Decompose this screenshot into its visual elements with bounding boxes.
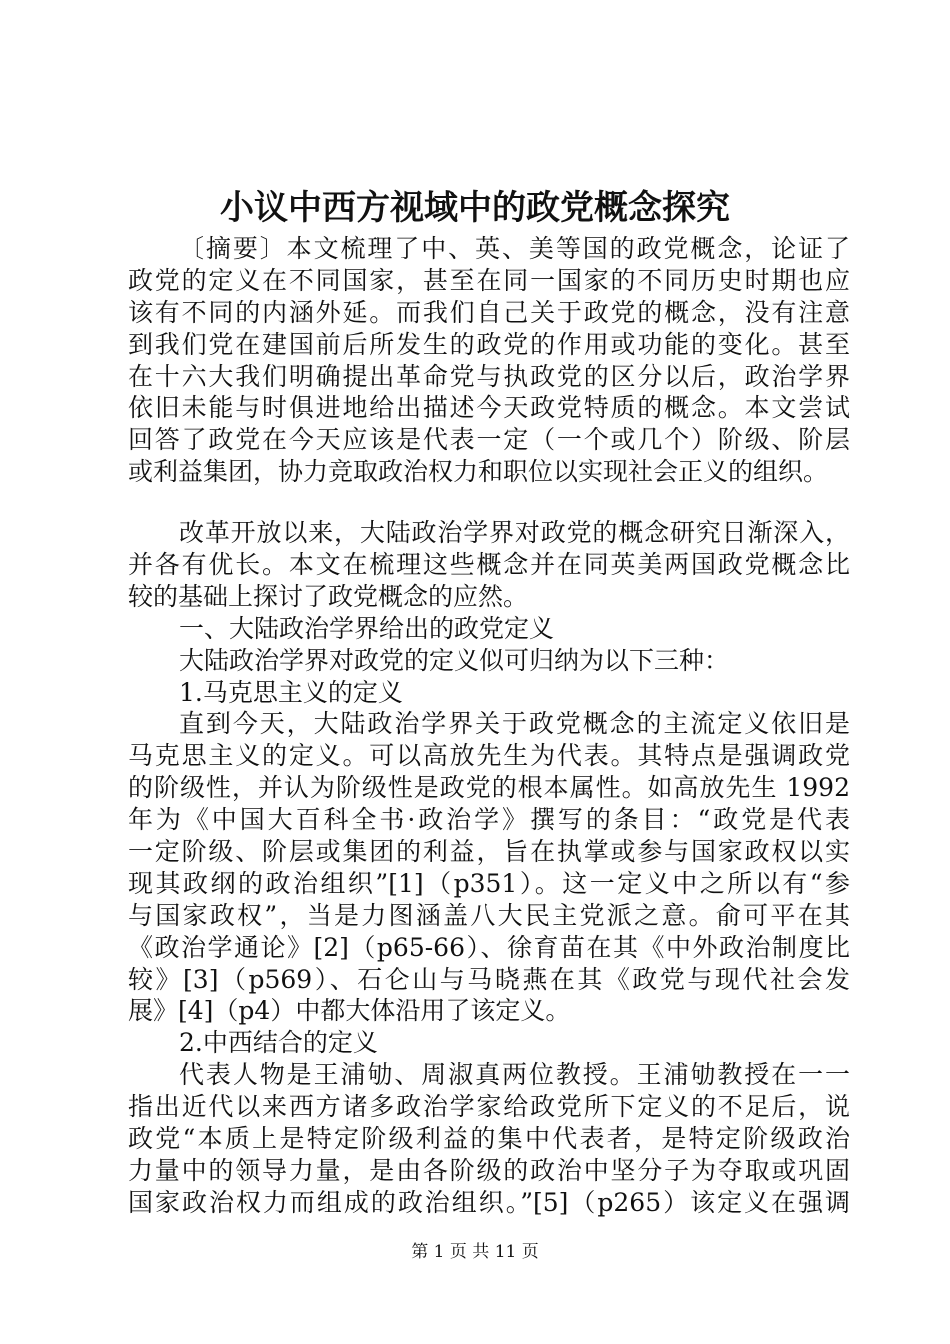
- text-line: 力量中的领导力量，是由各阶级的政治中坚分子为夺取或巩固: [128, 1155, 850, 1185]
- section-intro: 大陆政治学界对政党的定义似可归纳为以下三种：: [179, 645, 730, 675]
- text-line: 直到今天，大陆政治学界关于政党概念的主流定义依旧是: [179, 709, 850, 739]
- page-footer: 第 1 页 共 11 页: [411, 1242, 539, 1262]
- text-line: 并各有优长。本文在梳理这些概念并在同英美两国政党概念比: [128, 550, 850, 580]
- abstract-paragraph: [128, 233, 850, 488]
- text-line: 改革开放以来，大陆政治学界对政党的概念研究日渐深入，: [179, 518, 850, 548]
- text-line: 与国家政权”，当是力图涵盖八大民主党派之意。俞可平在其: [128, 900, 850, 930]
- text-line: 指出近代以来西方诸多政治学家给政党所下定义的不足后，说: [128, 1092, 850, 1122]
- text-line: 该有不同的内涵外延。而我们自己关于政党的概念，没有注意: [128, 297, 850, 327]
- text-line: 在十六大我们明确提出革命党与执政党的区分以后，政治学界: [128, 361, 850, 391]
- intro-paragraph: [128, 517, 850, 613]
- text-line: 较的基础上探讨了政党概念的应然。: [128, 581, 529, 611]
- text-line: 〔摘要〕本文梳理了中、英、美等国的政党概念，论证了: [179, 234, 850, 263]
- text-line: 马克思主义的定义。可以高放先生为代表。其特点是强调政党: [128, 741, 850, 771]
- paragraph-gap: [128, 488, 850, 517]
- subsection-heading: 1.马克思主义的定义: [179, 677, 403, 707]
- text-line: 回答了政党在今天应该是代表一定（一个或几个）阶级、阶层: [128, 425, 850, 455]
- text-line: 较》[3]（p569）、石仑山与马晓燕在其《政党与现代社会发: [128, 964, 850, 994]
- document-body: [128, 233, 850, 1219]
- subsection-2-paragraph: [128, 1059, 850, 1218]
- document-title: 小议中西方视域中的政党概念探究: [220, 188, 730, 228]
- text-line: 展》[4]（p4）中都大体沿用了该定义。: [128, 996, 571, 1026]
- text-line: 一定阶级、阶层或集团的利益，旨在执掌或参与国家政权以实: [128, 837, 850, 867]
- text-line: 政党的定义在不同国家，甚至在同一国家的不同历史时期也应: [128, 265, 850, 295]
- subsection-heading: 2.中西结合的定义: [179, 1028, 378, 1058]
- text-line: 或利益集团，协力竞取政治权力和职位以实现社会正义的组织。: [128, 457, 829, 487]
- subsection-1-paragraph: [128, 708, 850, 1027]
- text-line: 到我们党在建国前后所发生的政党的作用或功能的变化。甚至: [128, 329, 850, 359]
- section-heading: 一、大陆政治学界给出的政党定义: [179, 613, 555, 643]
- text-line: 依旧未能与时俱进地给出描述今天政党特质的概念。本文尝试: [128, 393, 850, 423]
- text-line: 的阶级性，并认为阶级性是政党的根本属性。如高放先生 1992: [128, 773, 850, 803]
- text-line: 政党“本质上是特定阶级利益的集中代表者，是特定阶级政治: [128, 1124, 850, 1154]
- text-line: 代表人物是王浦劬、周淑真两位教授。王浦劬教授在一一: [179, 1060, 850, 1090]
- text-line: 国家政治权力而组成的政治组织。”[5]（p265）该定义在强调: [128, 1187, 850, 1217]
- text-line: 现其政纲的政治组织”[1]（p351）。这一定义中之所以有“参: [128, 868, 850, 898]
- text-line: 年为《中国大百科全书·政治学》撰写的条目：“政党是代表: [128, 805, 850, 835]
- text-line: 《政治学通论》[2]（p65-66）、徐育苗在其《中外政治制度比: [128, 932, 850, 962]
